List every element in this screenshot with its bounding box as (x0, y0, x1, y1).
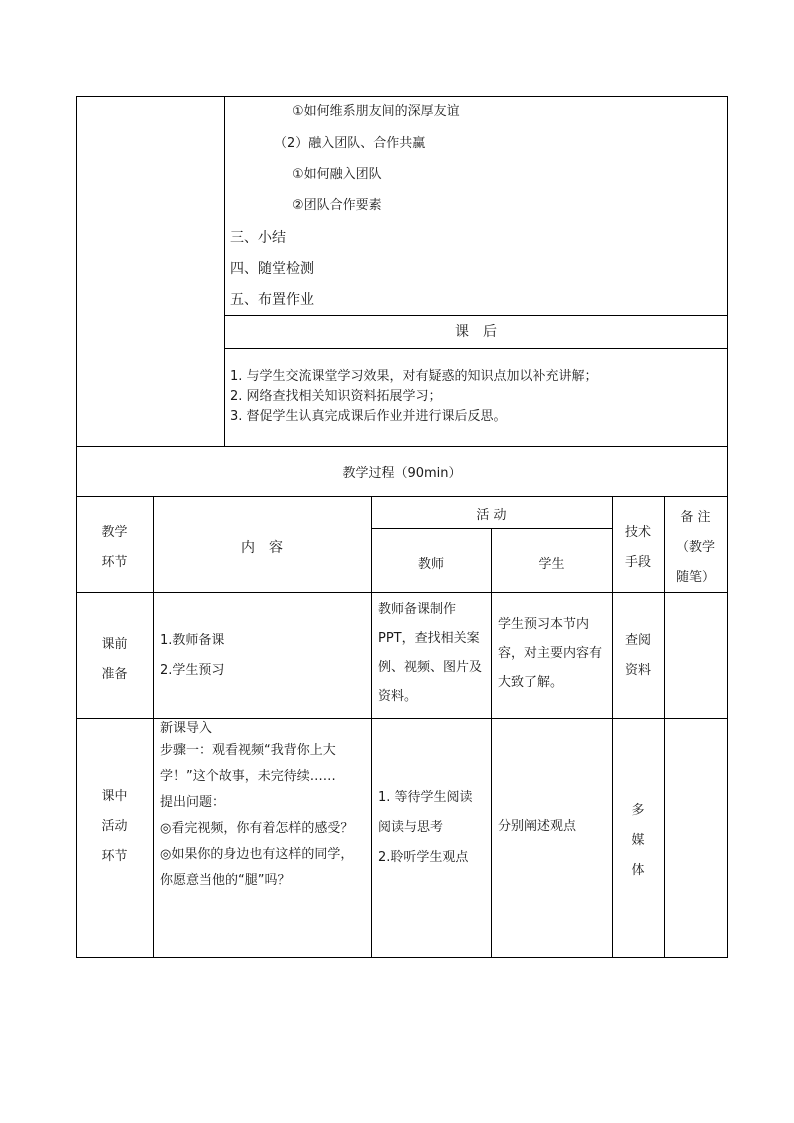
process-title-top (76, 446, 728, 447)
header-teacher: 教师 (417, 557, 444, 572)
outline-item: ②团队合作要素 (292, 198, 382, 213)
after-class-title-top (224, 315, 728, 316)
row-prep-teacher: 教师备课制作 PPT，查找相关案 例、视频、图片及 资料。 (378, 602, 483, 704)
after-class-item: 2. 网络查找相关知识资料拓展学习； (230, 389, 442, 404)
row-activity-teacher: 1. 等待学生阅读 阅读与思考 2.聆听学生观点 (378, 790, 473, 865)
table-border-bottom (76, 957, 728, 958)
outline-item: 五、布置作业 (230, 292, 314, 308)
after-class-title-bottom (224, 348, 728, 349)
outline-item: ①如何维系朋友间的深厚友谊 (292, 104, 460, 119)
header-student: 学生 (538, 557, 565, 572)
after-class-title: 课 后 (455, 324, 497, 340)
header-notes: 备 注 （教学 随笔） (675, 510, 715, 585)
row-prep-tech: 查阅 资料 (624, 633, 651, 678)
header-tech: 技术 手段 (624, 525, 651, 570)
outline-item: ①如何融入团队 (292, 167, 382, 182)
outline-item: （2）融入团队、合作共赢 (274, 136, 426, 151)
row-prep-stage: 课前 准备 (101, 637, 128, 682)
row-prep-top (76, 592, 728, 593)
row-prep-content: 1.教师备课 2.学生预习 (160, 633, 225, 678)
outline-item: 四、随堂检测 (230, 261, 314, 277)
header-content: 内 容 (241, 540, 283, 556)
row-prep-student: 学生预习本节内 容，对主要内容有 大致了解。 (498, 617, 603, 690)
after-class-item: 3. 督促学生认真完成课后作业并进行课后反思。 (230, 409, 507, 424)
top-left-column-divider (224, 96, 225, 446)
header-stage: 教学 环节 (101, 525, 128, 570)
table-border-top (76, 96, 728, 97)
row-activity-student: 分别阐述观点 (498, 819, 577, 834)
row-activity-top (76, 718, 728, 719)
activity-subheader-line (371, 528, 612, 529)
table-border-right (727, 96, 728, 958)
outline-item: 三、小结 (230, 230, 286, 246)
process-title: 教学过程（90min） (342, 466, 462, 481)
after-class-item: 1. 与学生交流课堂学习效果，对有疑惑的知识点加以补充讲解； (230, 369, 598, 384)
col-divider-stage (153, 496, 154, 958)
header-row-top (76, 496, 728, 497)
row-activity-tech: 多 媒 体 (631, 803, 645, 878)
row-activity-stage: 课中 活动 环节 (101, 789, 128, 864)
row-activity-content: 新课导入 步骤一：观看视频“我背你上大 学！”这个故事，未完待续…… 提出问题： ◎看完视频，你有着怎样的感受？ ◎如果你的身边也有这样的同学， 你愿意当他的“腿”吗？ (160, 721, 354, 888)
header-activity: 活 动 (476, 508, 507, 523)
